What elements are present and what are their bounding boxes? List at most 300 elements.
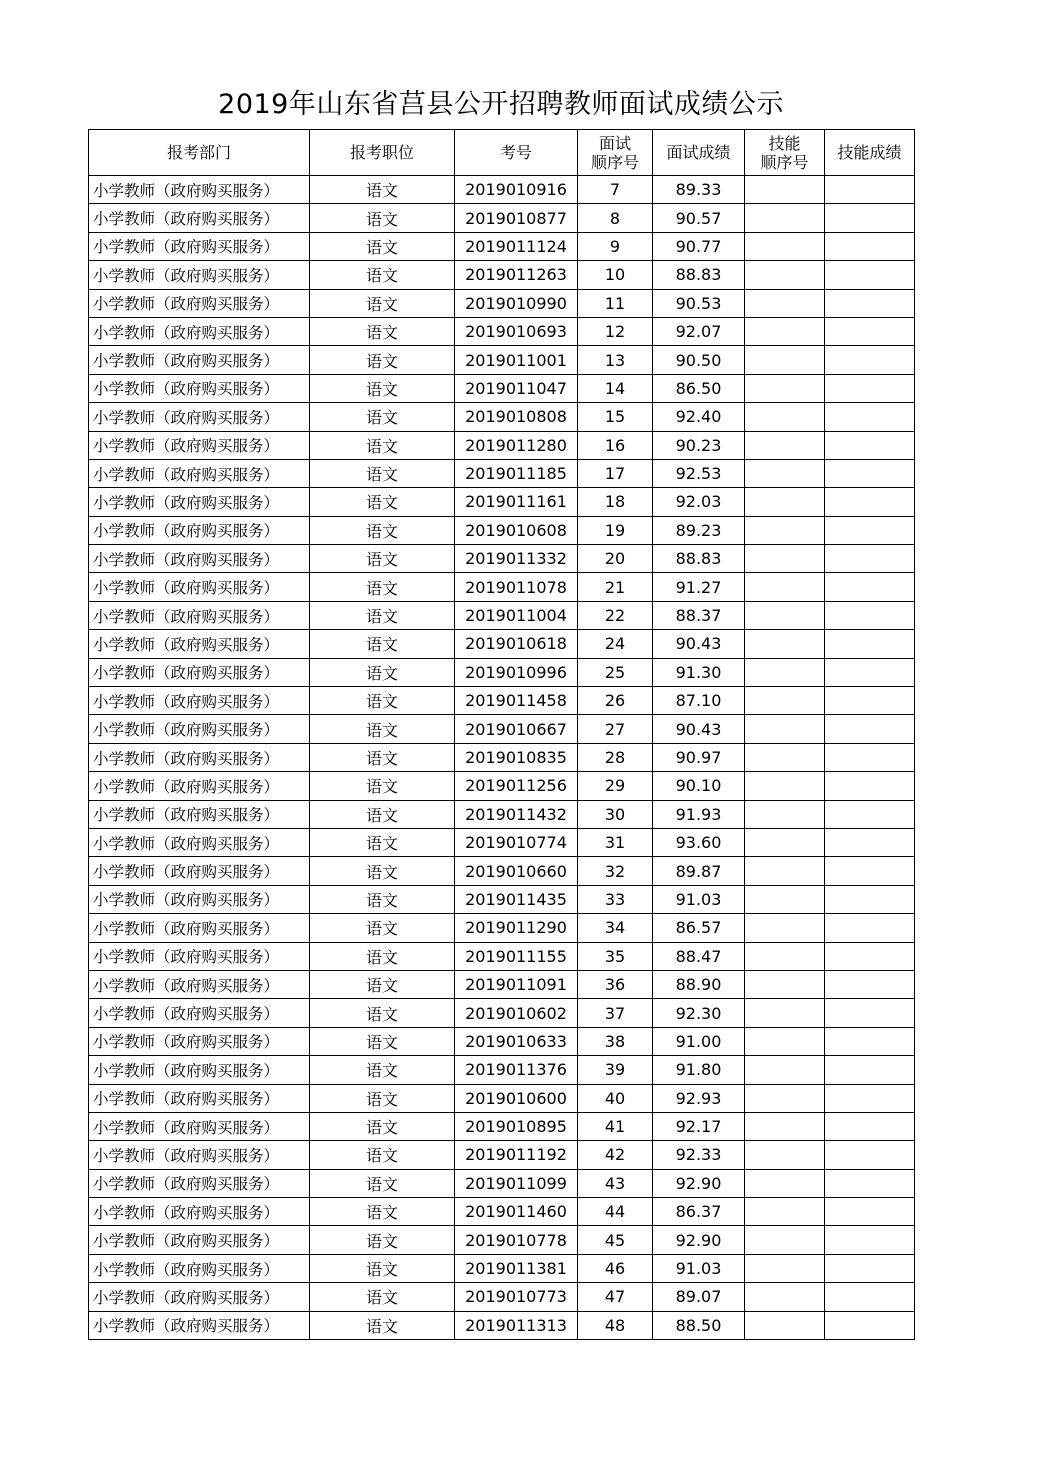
cell-interview-order: 35 <box>578 942 653 970</box>
cell-exam-number: 2019011124 <box>455 232 578 260</box>
cell-interview-score: 88.50 <box>653 1311 745 1339</box>
cell-interview-order: 45 <box>578 1226 653 1254</box>
cell-position: 语文 <box>310 658 455 686</box>
cell-interview-score: 89.87 <box>653 857 745 885</box>
cell-exam-number: 2019010778 <box>455 1226 578 1254</box>
cell-skill-score <box>825 743 915 771</box>
table-row <box>89 914 915 942</box>
table-row <box>89 431 915 459</box>
cell-department: 小学教师（政府购买服务） <box>89 999 310 1027</box>
cell-position: 语文 <box>310 715 455 743</box>
cell-exam-number: 2019011192 <box>455 1141 578 1169</box>
cell-interview-score: 92.90 <box>653 1226 745 1254</box>
cell-skill-score <box>825 317 915 345</box>
cell-interview-order: 42 <box>578 1141 653 1169</box>
cell-exam-number: 2019010693 <box>455 317 578 345</box>
cell-interview-order: 12 <box>578 317 653 345</box>
cell-department: 小学教师（政府购买服务） <box>89 573 310 601</box>
cell-interview-order: 25 <box>578 658 653 686</box>
cell-skill-score <box>825 1084 915 1112</box>
cell-interview-order: 28 <box>578 743 653 771</box>
cell-skill-score <box>825 601 915 629</box>
cell-interview-score: 90.10 <box>653 772 745 800</box>
cell-skill-score <box>825 687 915 715</box>
cell-skill-order <box>745 885 825 913</box>
cell-interview-score: 92.33 <box>653 1141 745 1169</box>
cell-skill-order <box>745 1112 825 1140</box>
cell-skill-order <box>745 1141 825 1169</box>
cell-skill-order <box>745 1226 825 1254</box>
table-row <box>89 317 915 345</box>
table-row <box>89 999 915 1027</box>
cell-position: 语文 <box>310 516 455 544</box>
table-row <box>89 403 915 431</box>
cell-interview-order: 40 <box>578 1084 653 1112</box>
cell-interview-order: 37 <box>578 999 653 1027</box>
cell-position: 语文 <box>310 573 455 601</box>
cell-interview-order: 43 <box>578 1169 653 1197</box>
cell-department: 小学教师（政府购买服务） <box>89 914 310 942</box>
table-row <box>89 232 915 260</box>
cell-department: 小学教师（政府购买服务） <box>89 743 310 771</box>
cell-skill-score <box>825 545 915 573</box>
cell-interview-order: 31 <box>578 828 653 856</box>
cell-department: 小学教师（政府购买服务） <box>89 1056 310 1084</box>
cell-department: 小学教师（政府购买服务） <box>89 545 310 573</box>
cell-exam-number: 2019011381 <box>455 1254 578 1282</box>
cell-skill-order <box>745 1084 825 1112</box>
page-title: 2019年山东省莒县公开招聘教师面试成绩公示 <box>218 89 784 120</box>
cell-interview-order: 13 <box>578 346 653 374</box>
cell-position: 语文 <box>310 1084 455 1112</box>
cell-skill-order <box>745 601 825 629</box>
cell-interview-order: 17 <box>578 459 653 487</box>
cell-interview-order: 20 <box>578 545 653 573</box>
cell-skill-order <box>745 204 825 232</box>
column-header-interview-score: 面试成绩 <box>653 130 745 176</box>
cell-position: 语文 <box>310 232 455 260</box>
cell-skill-score <box>825 459 915 487</box>
cell-department: 小学教师（政府购买服务） <box>89 1198 310 1226</box>
column-header-position: 报考职位 <box>310 130 455 176</box>
cell-interview-score: 90.23 <box>653 431 745 459</box>
cell-skill-score <box>825 573 915 601</box>
cell-interview-order: 30 <box>578 800 653 828</box>
table-row <box>89 459 915 487</box>
cell-exam-number: 2019011256 <box>455 772 578 800</box>
cell-skill-score <box>825 204 915 232</box>
cell-skill-score <box>825 1169 915 1197</box>
cell-interview-score: 87.10 <box>653 687 745 715</box>
table-row <box>89 942 915 970</box>
cell-position: 语文 <box>310 999 455 1027</box>
cell-interview-score: 91.80 <box>653 1056 745 1084</box>
cell-interview-score: 93.60 <box>653 828 745 856</box>
cell-skill-order <box>745 1056 825 1084</box>
cell-position: 语文 <box>310 1226 455 1254</box>
table-row <box>89 687 915 715</box>
cell-skill-order <box>745 261 825 289</box>
cell-interview-order: 8 <box>578 204 653 232</box>
cell-department: 小学教师（政府购买服务） <box>89 346 310 374</box>
table-row <box>89 885 915 913</box>
cell-interview-score: 91.27 <box>653 573 745 601</box>
cell-interview-score: 92.07 <box>653 317 745 345</box>
cell-position: 语文 <box>310 885 455 913</box>
cell-exam-number: 2019011460 <box>455 1198 578 1226</box>
table-row <box>89 1084 915 1112</box>
cell-department: 小学教师（政府购买服务） <box>89 516 310 544</box>
cell-interview-score: 88.47 <box>653 942 745 970</box>
cell-skill-order <box>745 772 825 800</box>
cell-exam-number: 2019011047 <box>455 374 578 402</box>
cell-department: 小学教师（政府购买服务） <box>89 1283 310 1311</box>
cell-interview-order: 47 <box>578 1283 653 1311</box>
table-row <box>89 176 915 204</box>
cell-skill-order <box>745 942 825 970</box>
cell-exam-number: 2019011091 <box>455 970 578 998</box>
cell-exam-number: 2019010895 <box>455 1112 578 1140</box>
cell-interview-score: 90.57 <box>653 204 745 232</box>
cell-department: 小学教师（政府购买服务） <box>89 1084 310 1112</box>
table-row <box>89 516 915 544</box>
cell-interview-order: 33 <box>578 885 653 913</box>
column-header-skill-score: 技能成绩 <box>825 130 915 176</box>
cell-exam-number: 2019011280 <box>455 431 578 459</box>
cell-department: 小学教师（政府购买服务） <box>89 232 310 260</box>
cell-department: 小学教师（政府购买服务） <box>89 176 310 204</box>
cell-interview-score: 89.33 <box>653 176 745 204</box>
cell-exam-number: 2019010660 <box>455 857 578 885</box>
cell-position: 语文 <box>310 601 455 629</box>
cell-interview-score: 91.03 <box>653 1254 745 1282</box>
cell-interview-score: 92.53 <box>653 459 745 487</box>
cell-department: 小学教师（政府购买服务） <box>89 1226 310 1254</box>
column-header-skill-order: 技能 顺序号 <box>745 130 825 176</box>
cell-department: 小学教师（政府购买服务） <box>89 1169 310 1197</box>
cell-interview-order: 9 <box>578 232 653 260</box>
cell-position: 语文 <box>310 1112 455 1140</box>
cell-exam-number: 2019011458 <box>455 687 578 715</box>
table-row <box>89 1198 915 1226</box>
cell-interview-score: 90.43 <box>653 715 745 743</box>
cell-skill-score <box>825 176 915 204</box>
cell-position: 语文 <box>310 942 455 970</box>
cell-skill-score <box>825 431 915 459</box>
cell-interview-score: 88.37 <box>653 601 745 629</box>
table-row <box>89 772 915 800</box>
cell-interview-score: 90.77 <box>653 232 745 260</box>
cell-skill-order <box>745 715 825 743</box>
table-row <box>89 346 915 374</box>
cell-skill-order <box>745 1198 825 1226</box>
table-header-row <box>89 130 915 176</box>
cell-position: 语文 <box>310 545 455 573</box>
table-row <box>89 1169 915 1197</box>
cell-skill-score <box>825 1112 915 1140</box>
cell-skill-score <box>825 772 915 800</box>
cell-exam-number: 2019011155 <box>455 942 578 970</box>
cell-exam-number: 2019010773 <box>455 1283 578 1311</box>
cell-position: 语文 <box>310 1141 455 1169</box>
cell-skill-score <box>825 999 915 1027</box>
table-row <box>89 857 915 885</box>
cell-position: 语文 <box>310 630 455 658</box>
cell-skill-order <box>745 488 825 516</box>
table-row <box>89 970 915 998</box>
cell-position: 语文 <box>310 828 455 856</box>
cell-exam-number: 2019011290 <box>455 914 578 942</box>
cell-skill-score <box>825 261 915 289</box>
cell-interview-order: 10 <box>578 261 653 289</box>
cell-exam-number: 2019010774 <box>455 828 578 856</box>
cell-skill-order <box>745 346 825 374</box>
cell-skill-score <box>825 488 915 516</box>
cell-interview-order: 22 <box>578 601 653 629</box>
cell-skill-score <box>825 346 915 374</box>
cell-skill-order <box>745 459 825 487</box>
cell-exam-number: 2019011376 <box>455 1056 578 1084</box>
table-row <box>89 1311 915 1339</box>
cell-department: 小学教师（政府购买服务） <box>89 857 310 885</box>
cell-department: 小学教师（政府购买服务） <box>89 459 310 487</box>
cell-interview-order: 15 <box>578 403 653 431</box>
cell-department: 小学教师（政府购买服务） <box>89 800 310 828</box>
cell-skill-order <box>745 743 825 771</box>
cell-interview-order: 32 <box>578 857 653 885</box>
cell-department: 小学教师（政府购买服务） <box>89 488 310 516</box>
cell-interview-score: 91.30 <box>653 658 745 686</box>
cell-position: 语文 <box>310 403 455 431</box>
cell-exam-number: 2019010667 <box>455 715 578 743</box>
cell-interview-order: 34 <box>578 914 653 942</box>
table-row <box>89 1056 915 1084</box>
cell-position: 语文 <box>310 687 455 715</box>
cell-interview-order: 27 <box>578 715 653 743</box>
cell-department: 小学教师（政府购买服务） <box>89 1141 310 1169</box>
cell-skill-score <box>825 1056 915 1084</box>
cell-exam-number: 2019011432 <box>455 800 578 828</box>
table-row <box>89 261 915 289</box>
cell-interview-order: 48 <box>578 1311 653 1339</box>
cell-interview-order: 24 <box>578 630 653 658</box>
cell-interview-order: 44 <box>578 1198 653 1226</box>
cell-position: 语文 <box>310 1198 455 1226</box>
cell-position: 语文 <box>310 261 455 289</box>
cell-skill-order <box>745 1283 825 1311</box>
cell-position: 语文 <box>310 1311 455 1339</box>
cell-interview-order: 21 <box>578 573 653 601</box>
table-row <box>89 658 915 686</box>
cell-skill-score <box>825 942 915 970</box>
table-row <box>89 1112 915 1140</box>
cell-interview-score: 90.53 <box>653 289 745 317</box>
cell-skill-score <box>825 403 915 431</box>
cell-exam-number: 2019010808 <box>455 403 578 431</box>
cell-position: 语文 <box>310 914 455 942</box>
table-body <box>89 176 915 1340</box>
table-row <box>89 743 915 771</box>
cell-skill-order <box>745 857 825 885</box>
cell-position: 语文 <box>310 857 455 885</box>
cell-interview-order: 7 <box>578 176 653 204</box>
cell-interview-order: 26 <box>578 687 653 715</box>
cell-department: 小学教师（政府购买服务） <box>89 261 310 289</box>
cell-position: 语文 <box>310 289 455 317</box>
cell-department: 小学教师（政府购买服务） <box>89 970 310 998</box>
cell-position: 语文 <box>310 1056 455 1084</box>
cell-interview-order: 39 <box>578 1056 653 1084</box>
column-header-department: 报考部门 <box>89 130 310 176</box>
cell-skill-score <box>825 516 915 544</box>
table-row <box>89 828 915 856</box>
table-row <box>89 289 915 317</box>
cell-skill-order <box>745 545 825 573</box>
cell-department: 小学教师（政府购买服务） <box>89 828 310 856</box>
cell-interview-score: 86.50 <box>653 374 745 402</box>
cell-skill-score <box>825 914 915 942</box>
cell-department: 小学教师（政府购买服务） <box>89 687 310 715</box>
cell-interview-score: 90.50 <box>653 346 745 374</box>
cell-skill-order <box>745 403 825 431</box>
column-header-interview-order: 面试 顺序号 <box>578 130 653 176</box>
table-row <box>89 488 915 516</box>
cell-skill-order <box>745 800 825 828</box>
table-row <box>89 374 915 402</box>
cell-exam-number: 2019010877 <box>455 204 578 232</box>
cell-skill-order <box>745 374 825 402</box>
cell-skill-order <box>745 1169 825 1197</box>
cell-skill-score <box>825 374 915 402</box>
cell-interview-score: 91.93 <box>653 800 745 828</box>
cell-exam-number: 2019011161 <box>455 488 578 516</box>
cell-skill-order <box>745 914 825 942</box>
cell-exam-number: 2019011078 <box>455 573 578 601</box>
cell-position: 语文 <box>310 1254 455 1282</box>
cell-position: 语文 <box>310 1169 455 1197</box>
table-row <box>89 1141 915 1169</box>
cell-position: 语文 <box>310 176 455 204</box>
cell-skill-score <box>825 1198 915 1226</box>
cell-interview-score: 89.07 <box>653 1283 745 1311</box>
cell-exam-number: 2019011332 <box>455 545 578 573</box>
cell-exam-number: 2019011001 <box>455 346 578 374</box>
cell-skill-score <box>825 232 915 260</box>
cell-skill-score <box>825 630 915 658</box>
cell-skill-order <box>745 573 825 601</box>
cell-skill-order <box>745 317 825 345</box>
cell-position: 语文 <box>310 431 455 459</box>
cell-interview-score: 91.00 <box>653 1027 745 1055</box>
cell-skill-score <box>825 715 915 743</box>
cell-exam-number: 2019010996 <box>455 658 578 686</box>
cell-interview-score: 92.03 <box>653 488 745 516</box>
cell-interview-score: 90.43 <box>653 630 745 658</box>
cell-department: 小学教师（政府购买服务） <box>89 1311 310 1339</box>
column-header-exam-number: 考号 <box>455 130 578 176</box>
table-row <box>89 630 915 658</box>
cell-exam-number: 2019010602 <box>455 999 578 1027</box>
cell-interview-order: 11 <box>578 289 653 317</box>
cell-department: 小学教师（政府购买服务） <box>89 772 310 800</box>
cell-exam-number: 2019011313 <box>455 1311 578 1339</box>
cell-interview-score: 90.97 <box>653 743 745 771</box>
cell-skill-order <box>745 1027 825 1055</box>
table-row <box>89 545 915 573</box>
cell-exam-number: 2019011185 <box>455 459 578 487</box>
cell-interview-score: 91.03 <box>653 885 745 913</box>
cell-interview-order: 36 <box>578 970 653 998</box>
cell-skill-score <box>825 1254 915 1282</box>
cell-department: 小学教师（政府购买服务） <box>89 601 310 629</box>
cell-position: 语文 <box>310 743 455 771</box>
cell-interview-score: 89.23 <box>653 516 745 544</box>
cell-skill-score <box>825 1027 915 1055</box>
cell-exam-number: 2019011435 <box>455 885 578 913</box>
cell-skill-score <box>825 800 915 828</box>
cell-skill-score <box>825 828 915 856</box>
cell-department: 小学教师（政府购买服务） <box>89 1254 310 1282</box>
cell-interview-order: 38 <box>578 1027 653 1055</box>
table-row <box>89 1283 915 1311</box>
cell-department: 小学教师（政府购买服务） <box>89 317 310 345</box>
cell-exam-number: 2019010633 <box>455 1027 578 1055</box>
cell-position: 语文 <box>310 800 455 828</box>
cell-interview-order: 29 <box>578 772 653 800</box>
cell-exam-number: 2019010835 <box>455 743 578 771</box>
cell-interview-score: 92.93 <box>653 1084 745 1112</box>
cell-interview-score: 88.83 <box>653 261 745 289</box>
cell-skill-order <box>745 828 825 856</box>
score-table <box>88 129 915 1340</box>
cell-department: 小学教师（政府购买服务） <box>89 1112 310 1140</box>
cell-position: 语文 <box>310 317 455 345</box>
table-row <box>89 573 915 601</box>
cell-department: 小学教师（政府购买服务） <box>89 630 310 658</box>
cell-position: 语文 <box>310 346 455 374</box>
table-row <box>89 715 915 743</box>
cell-skill-order <box>745 999 825 1027</box>
cell-exam-number: 2019010916 <box>455 176 578 204</box>
cell-exam-number: 2019011099 <box>455 1169 578 1197</box>
cell-skill-score <box>825 970 915 998</box>
cell-interview-order: 41 <box>578 1112 653 1140</box>
cell-exam-number: 2019010608 <box>455 516 578 544</box>
cell-interview-score: 92.90 <box>653 1169 745 1197</box>
cell-skill-order <box>745 970 825 998</box>
cell-exam-number: 2019010600 <box>455 1084 578 1112</box>
cell-department: 小学教师（政府购买服务） <box>89 1027 310 1055</box>
cell-position: 语文 <box>310 1027 455 1055</box>
cell-interview-score: 92.30 <box>653 999 745 1027</box>
table-row <box>89 204 915 232</box>
cell-exam-number: 2019010618 <box>455 630 578 658</box>
cell-position: 语文 <box>310 459 455 487</box>
cell-interview-score: 92.17 <box>653 1112 745 1140</box>
cell-skill-order <box>745 1254 825 1282</box>
cell-interview-order: 18 <box>578 488 653 516</box>
cell-department: 小学教师（政府购买服务） <box>89 658 310 686</box>
cell-department: 小学教师（政府购买服务） <box>89 403 310 431</box>
cell-skill-score <box>825 289 915 317</box>
cell-skill-score <box>825 1226 915 1254</box>
cell-interview-order: 46 <box>578 1254 653 1282</box>
cell-exam-number: 2019011263 <box>455 261 578 289</box>
cell-department: 小学教师（政府购买服务） <box>89 715 310 743</box>
cell-position: 语文 <box>310 1283 455 1311</box>
cell-department: 小学教师（政府购买服务） <box>89 942 310 970</box>
cell-department: 小学教师（政府购买服务） <box>89 374 310 402</box>
